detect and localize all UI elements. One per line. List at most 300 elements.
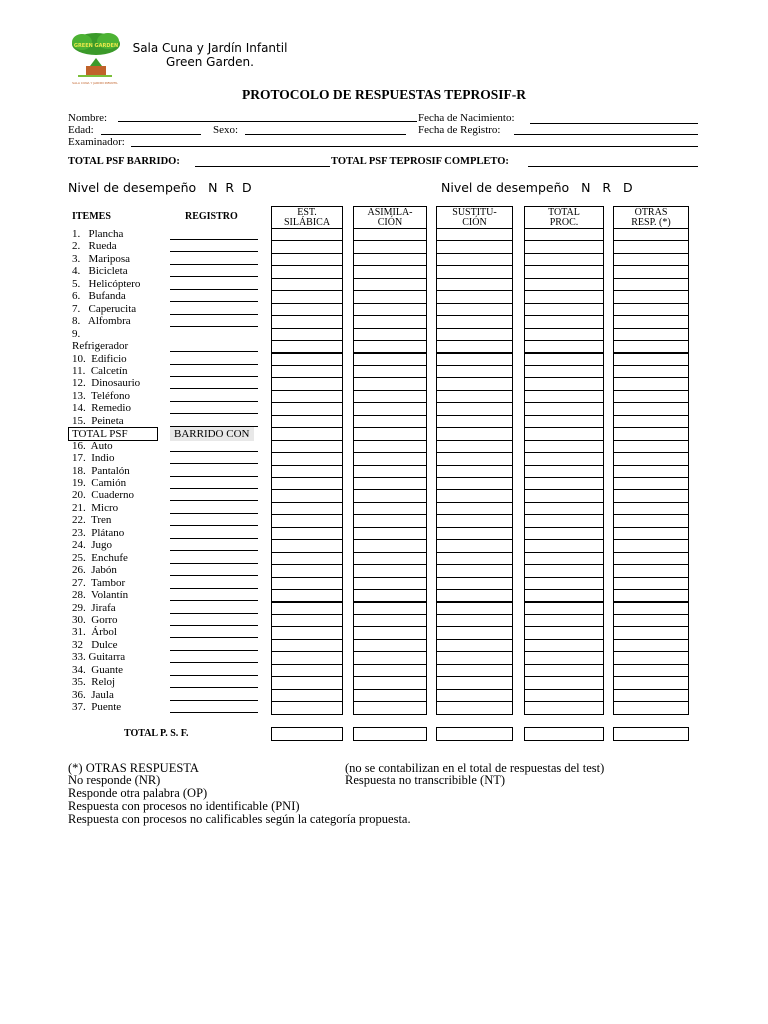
item-label: 30. Gorro (72, 613, 118, 626)
answer-cell[interactable] (353, 701, 427, 714)
registro-line[interactable] (170, 613, 258, 614)
answer-cell[interactable] (524, 664, 604, 677)
answer-cell[interactable] (271, 614, 343, 627)
answer-cell[interactable] (436, 377, 513, 390)
answer-cell[interactable] (353, 577, 427, 590)
answer-cell[interactable] (353, 602, 427, 615)
answer-cell[interactable] (613, 614, 689, 627)
item-label: 36. Jaula (72, 688, 114, 701)
answer-cell[interactable] (271, 626, 343, 639)
registro-line[interactable] (170, 364, 258, 365)
registro-line[interactable] (170, 476, 258, 477)
item-label: 7. Caperucita (72, 302, 137, 315)
answer-cell[interactable] (271, 415, 343, 428)
total-completo-label: TOTAL PSF TEPROSIF COMPLETO: (331, 156, 509, 167)
registro-line[interactable] (170, 675, 258, 676)
column-header-line2: CIÓN (462, 217, 487, 228)
answer-cell[interactable] (436, 303, 513, 316)
answer-cell[interactable] (613, 290, 689, 303)
answer-cell[interactable] (436, 514, 513, 527)
answer-cell[interactable] (436, 328, 513, 341)
school-name (130, 41, 290, 69)
answer-cell[interactable] (436, 676, 513, 689)
total-completo-line (528, 166, 698, 167)
column-header-line2: RESP. (*) (631, 217, 671, 228)
registro-line[interactable] (170, 351, 258, 352)
answer-cell[interactable] (271, 253, 343, 266)
column-header-1 (271, 206, 343, 229)
answer-cell[interactable] (436, 340, 513, 353)
answer-cell[interactable] (353, 626, 427, 639)
answer-cell[interactable] (436, 440, 513, 453)
answer-cell[interactable] (436, 477, 513, 490)
total-box-5[interactable] (613, 727, 689, 741)
answer-cell[interactable] (613, 390, 689, 403)
answer-cell[interactable] (613, 440, 689, 453)
answer-cell[interactable] (613, 577, 689, 590)
answer-cell[interactable] (613, 427, 689, 440)
edad-label: Edad: (68, 124, 94, 136)
item-label: 16. Auto (72, 439, 113, 452)
answer-cell[interactable] (524, 676, 604, 689)
answer-cell[interactable] (613, 253, 689, 266)
answer-cell[interactable] (613, 415, 689, 428)
answer-cell[interactable] (353, 265, 427, 278)
answer-cell[interactable] (613, 527, 689, 540)
answer-cell[interactable] (271, 664, 343, 677)
answer-cell[interactable] (271, 402, 343, 415)
answer-cell[interactable] (613, 539, 689, 552)
item-label: 31. Árbol (72, 626, 117, 639)
total-box-3[interactable] (436, 727, 513, 741)
answer-cell[interactable] (271, 452, 343, 465)
answer-cell[interactable] (524, 589, 604, 602)
legend-otras: (*) OTRAS RESPUESTA (68, 761, 199, 775)
total-box-1[interactable] (271, 727, 343, 741)
registro-line[interactable] (170, 600, 258, 601)
registro-line[interactable] (170, 488, 258, 489)
answer-cell[interactable] (524, 402, 604, 415)
school-logo (68, 30, 130, 90)
column-header-line1: OTRAS (634, 207, 668, 218)
column-header-3 (436, 206, 513, 229)
registro-line[interactable] (170, 575, 258, 576)
item-label: 10. Edificio (72, 352, 127, 365)
answer-cell[interactable] (436, 689, 513, 702)
column-header-line2: PROC. (549, 217, 579, 228)
item-label: 29. Jirafa (72, 601, 116, 614)
answer-cell[interactable] (271, 440, 343, 453)
answer-cell[interactable] (524, 602, 604, 615)
logo-caption: SALA CUNA Y JARDIN INFANTIL (72, 81, 118, 85)
answer-cell[interactable] (524, 377, 604, 390)
answer-cell[interactable] (613, 328, 689, 341)
answer-cell[interactable] (613, 651, 689, 664)
answer-cell[interactable] (353, 639, 427, 652)
answer-cell[interactable] (613, 477, 689, 490)
answer-cell[interactable] (353, 552, 427, 565)
answer-cell[interactable] (353, 353, 427, 366)
answer-cell[interactable] (271, 465, 343, 478)
legend-op: Responde otra palabra (OP) (68, 786, 208, 800)
answer-cell[interactable] (353, 328, 427, 341)
answer-cell[interactable] (353, 278, 427, 291)
answer-cell[interactable] (271, 564, 343, 577)
answer-cell[interactable] (436, 265, 513, 278)
answer-cell[interactable] (271, 477, 343, 490)
answer-cell[interactable] (353, 440, 427, 453)
answer-cell[interactable] (436, 427, 513, 440)
answer-cell[interactable] (613, 639, 689, 652)
answer-cell[interactable] (436, 539, 513, 552)
item-label: 13. Teléfono (72, 389, 130, 402)
item-label: 34. Guante (72, 663, 124, 676)
item-label: 32 Dulce (72, 638, 118, 651)
answer-cell[interactable] (436, 664, 513, 677)
answer-cell[interactable] (353, 340, 427, 353)
answer-cell[interactable] (353, 415, 427, 428)
answer-cell[interactable] (613, 676, 689, 689)
answer-cell[interactable] (436, 626, 513, 639)
answer-cell[interactable] (436, 465, 513, 478)
item-label: 20. Cuaderno (72, 489, 135, 502)
answer-cell[interactable] (271, 328, 343, 341)
answer-cell[interactable] (613, 552, 689, 565)
answer-cell[interactable] (524, 689, 604, 702)
registro-line[interactable] (170, 301, 258, 302)
answer-cell[interactable] (271, 278, 343, 291)
item-label: 25. Enchufe (72, 551, 128, 564)
answer-cell[interactable] (613, 240, 689, 253)
answer-cell[interactable] (524, 577, 604, 590)
legend-last: Respuesta con procesos no calificables según la categoría propuesta. (68, 812, 411, 826)
answer-cell[interactable] (436, 602, 513, 615)
answer-cell[interactable] (271, 639, 343, 652)
answer-cell[interactable] (353, 452, 427, 465)
nivel-right: Nivel de desempeño N R D (441, 180, 633, 195)
answer-cell[interactable] (524, 477, 604, 490)
answer-cell[interactable] (524, 290, 604, 303)
answer-cell[interactable] (353, 377, 427, 390)
answer-cell[interactable] (271, 539, 343, 552)
total-barrido-label: TOTAL PSF BARRIDO: (68, 156, 180, 167)
answer-cell[interactable] (271, 602, 343, 615)
answer-cell[interactable] (524, 489, 604, 502)
item-label: 28. Volantín (72, 589, 129, 602)
answer-cell[interactable] (436, 290, 513, 303)
answer-cell[interactable] (353, 465, 427, 478)
total-barrido-line (195, 166, 330, 167)
answer-cell[interactable] (524, 427, 604, 440)
item-label: 26. Jabón (72, 564, 117, 577)
answer-cell[interactable] (613, 353, 689, 366)
registro-line[interactable] (170, 687, 258, 688)
answer-cell[interactable] (613, 377, 689, 390)
registro-line[interactable] (170, 276, 258, 277)
answer-cell[interactable] (524, 415, 604, 428)
answer-cell[interactable] (613, 689, 689, 702)
registro-line[interactable] (170, 662, 258, 663)
item-label: 35. Reloj (72, 676, 116, 689)
registro-line[interactable] (170, 289, 258, 290)
item-label: 5. Helicóptero (72, 277, 141, 290)
answer-cell[interactable] (271, 527, 343, 540)
answer-cell[interactable] (524, 328, 604, 341)
answer-cell[interactable] (436, 577, 513, 590)
answer-cell[interactable] (524, 253, 604, 266)
answer-cell[interactable] (353, 527, 427, 540)
answer-cell[interactable] (524, 514, 604, 527)
answer-cell[interactable] (436, 589, 513, 602)
answer-cell[interactable] (613, 315, 689, 328)
answer-cell[interactable] (353, 228, 427, 241)
answer-cell[interactable] (271, 577, 343, 590)
answer-cell[interactable] (353, 514, 427, 527)
registro-line[interactable] (170, 314, 258, 315)
answer-cell[interactable] (353, 664, 427, 677)
item-label: 21. Micro (72, 501, 119, 514)
answer-cell[interactable] (436, 253, 513, 266)
legend-pni: Respuesta con procesos no identificable (PNI) (68, 799, 300, 813)
answer-cell[interactable] (271, 228, 343, 241)
answer-cell[interactable] (436, 278, 513, 291)
answer-cell[interactable] (613, 402, 689, 415)
answer-cell[interactable] (271, 303, 343, 316)
item-label: 4. Bicicleta (72, 265, 128, 278)
answer-cell[interactable] (353, 689, 427, 702)
answer-cell[interactable] (271, 676, 343, 689)
answer-cell[interactable] (436, 527, 513, 540)
answer-cell[interactable] (613, 502, 689, 515)
answer-cell[interactable] (271, 552, 343, 565)
answer-cell[interactable] (613, 701, 689, 714)
column-header-line1: ASIMILA- (367, 207, 413, 218)
answer-cell[interactable] (271, 651, 343, 664)
answer-cell[interactable] (524, 502, 604, 515)
answer-cell[interactable] (524, 265, 604, 278)
registro-line[interactable] (170, 650, 258, 651)
answer-cell[interactable] (613, 664, 689, 677)
legend-note: (no se contabilizan en el total de respuestas del test) (345, 761, 605, 775)
answer-cell[interactable] (524, 390, 604, 403)
answer-cell[interactable] (353, 315, 427, 328)
column-header-line2: SILÁBICA (283, 217, 331, 228)
answer-cell[interactable] (524, 639, 604, 652)
answer-cell[interactable] (271, 340, 343, 353)
answer-cell[interactable] (271, 514, 343, 527)
answer-cell[interactable] (436, 415, 513, 428)
answer-cell[interactable] (353, 240, 427, 253)
answer-cell[interactable] (436, 552, 513, 565)
answer-cell[interactable] (613, 340, 689, 353)
answer-cell[interactable] (271, 353, 343, 366)
answer-cell[interactable] (353, 651, 427, 664)
answer-cell[interactable] (613, 465, 689, 478)
registro-line[interactable] (170, 413, 258, 414)
answer-cell[interactable] (436, 228, 513, 241)
answer-cell[interactable] (524, 465, 604, 478)
answer-cell[interactable] (436, 452, 513, 465)
answer-cell[interactable] (613, 514, 689, 527)
answer-cell[interactable] (613, 564, 689, 577)
column-header-line1: TOTAL (548, 207, 580, 218)
registro-line[interactable] (170, 463, 258, 464)
answer-cell[interactable] (353, 614, 427, 627)
answer-cell[interactable] (271, 489, 343, 502)
answer-cell[interactable] (524, 365, 604, 378)
answer-cell[interactable] (271, 240, 343, 253)
answer-cell[interactable] (353, 365, 427, 378)
answer-cell[interactable] (353, 676, 427, 689)
answer-cell[interactable] (524, 626, 604, 639)
nombre-label: Nombre: (68, 112, 108, 124)
answer-cell[interactable] (613, 365, 689, 378)
item-label: 9. (72, 327, 81, 340)
answer-cell[interactable] (353, 402, 427, 415)
answer-cell[interactable] (524, 440, 604, 453)
answer-cell[interactable] (271, 701, 343, 714)
registro-line[interactable] (170, 264, 258, 265)
answer-cell[interactable] (353, 539, 427, 552)
total-box-2[interactable] (353, 727, 427, 741)
registro-line[interactable] (170, 401, 258, 402)
answer-cell[interactable] (353, 390, 427, 403)
registro-line[interactable] (170, 388, 258, 389)
registro-line[interactable] (170, 239, 258, 240)
item-label: Refrigerador (72, 340, 129, 353)
answer-cell[interactable] (436, 315, 513, 328)
answer-cell[interactable] (271, 427, 343, 440)
answer-cell[interactable] (271, 589, 343, 602)
answer-cell[interactable] (613, 228, 689, 241)
school-line-1: Sala Cuna y Jardín Infantil (132, 41, 288, 55)
answer-cell[interactable] (436, 365, 513, 378)
registro-line[interactable] (170, 637, 258, 638)
registro-line[interactable] (170, 538, 258, 539)
registro-line[interactable] (170, 563, 258, 564)
answer-cell[interactable] (613, 265, 689, 278)
answer-cell[interactable] (524, 228, 604, 241)
registro-line[interactable] (170, 712, 258, 713)
answer-cell[interactable] (524, 315, 604, 328)
answer-cell[interactable] (353, 253, 427, 266)
answer-cell[interactable] (613, 489, 689, 502)
answer-cell[interactable] (524, 539, 604, 552)
answer-cell[interactable] (436, 564, 513, 577)
answer-cell[interactable] (524, 452, 604, 465)
answer-cell[interactable] (353, 564, 427, 577)
item-label: 19. Camión (72, 477, 127, 489)
nivel-left: Nivel de desempeño N R D (68, 180, 252, 195)
answer-cell[interactable] (353, 589, 427, 602)
answer-cell[interactable] (524, 353, 604, 366)
registro-line[interactable] (170, 500, 258, 501)
answer-cell[interactable] (436, 651, 513, 664)
answer-cell[interactable] (524, 303, 604, 316)
registro-line[interactable] (170, 513, 258, 514)
answer-cell[interactable] (436, 701, 513, 714)
answer-cell[interactable] (613, 452, 689, 465)
item-label: 15. Peineta (72, 414, 124, 427)
answer-cell[interactable] (613, 589, 689, 602)
fecha-registro-line (514, 134, 698, 135)
column-header-2 (353, 206, 427, 229)
fecha-registro-label: Fecha de Registro: (418, 124, 501, 136)
answer-cell[interactable] (436, 614, 513, 627)
answer-cell[interactable] (353, 290, 427, 303)
item-label: 24. Jugo (72, 539, 113, 552)
registro-line[interactable] (170, 550, 258, 551)
registro-line[interactable] (170, 326, 258, 327)
answer-cell[interactable] (613, 626, 689, 639)
item-label: 11. Calcetín (72, 364, 128, 377)
answer-cell[interactable] (524, 564, 604, 577)
registro-line[interactable] (170, 588, 258, 589)
answer-cell[interactable] (524, 340, 604, 353)
answer-cell[interactable] (271, 390, 343, 403)
answer-cell[interactable] (613, 303, 689, 316)
answer-cell[interactable] (353, 477, 427, 490)
answer-cell[interactable] (271, 315, 343, 328)
answer-cell[interactable] (524, 240, 604, 253)
answer-cell[interactable] (271, 689, 343, 702)
answer-cell[interactable] (271, 265, 343, 278)
answer-cell[interactable] (613, 278, 689, 291)
column-header-4 (524, 206, 604, 229)
answer-cell[interactable] (436, 353, 513, 366)
column-header-line2: CIÓN (377, 217, 403, 228)
registro-line[interactable] (170, 251, 258, 252)
answer-cell[interactable] (524, 552, 604, 565)
item-label: 17. Indio (72, 452, 115, 465)
registro-line[interactable] (170, 525, 258, 526)
col-registro-header: REGISTRO (185, 211, 238, 222)
edad-line (101, 134, 201, 135)
registro-line[interactable] (170, 451, 258, 452)
answer-cell[interactable] (613, 602, 689, 615)
answer-cell[interactable] (353, 489, 427, 502)
item-label: 27. Tambor (72, 576, 126, 589)
barrido-con-label: BARRIDO CON (174, 428, 250, 440)
school-line-2: Green Garden. (166, 55, 254, 69)
answer-cell[interactable] (436, 390, 513, 403)
item-label: 18. Pantalón (72, 464, 130, 477)
answer-cell[interactable] (436, 240, 513, 253)
answer-cell[interactable] (436, 639, 513, 652)
answer-cell[interactable] (271, 290, 343, 303)
answer-cell[interactable] (524, 614, 604, 627)
answer-cell[interactable] (524, 651, 604, 664)
answer-cell[interactable] (436, 402, 513, 415)
answer-cell[interactable] (271, 377, 343, 390)
answer-cell[interactable] (271, 502, 343, 515)
answer-cell[interactable] (524, 527, 604, 540)
registro-line[interactable] (170, 625, 258, 626)
answer-cell[interactable] (436, 489, 513, 502)
page-title: PROTOCOLO DE RESPUESTAS TEPROSIF-R (242, 87, 526, 102)
answer-cell[interactable] (271, 365, 343, 378)
registro-line[interactable] (170, 700, 258, 701)
item-label: 37. Puente (72, 701, 122, 714)
answer-cell[interactable] (353, 427, 427, 440)
answer-cell[interactable] (524, 701, 604, 714)
registro-line[interactable] (170, 376, 258, 377)
answer-cell[interactable] (524, 278, 604, 291)
total-box-4[interactable] (524, 727, 604, 741)
answer-cell[interactable] (353, 502, 427, 515)
answer-cell[interactable] (353, 303, 427, 316)
answer-cell[interactable] (436, 502, 513, 515)
